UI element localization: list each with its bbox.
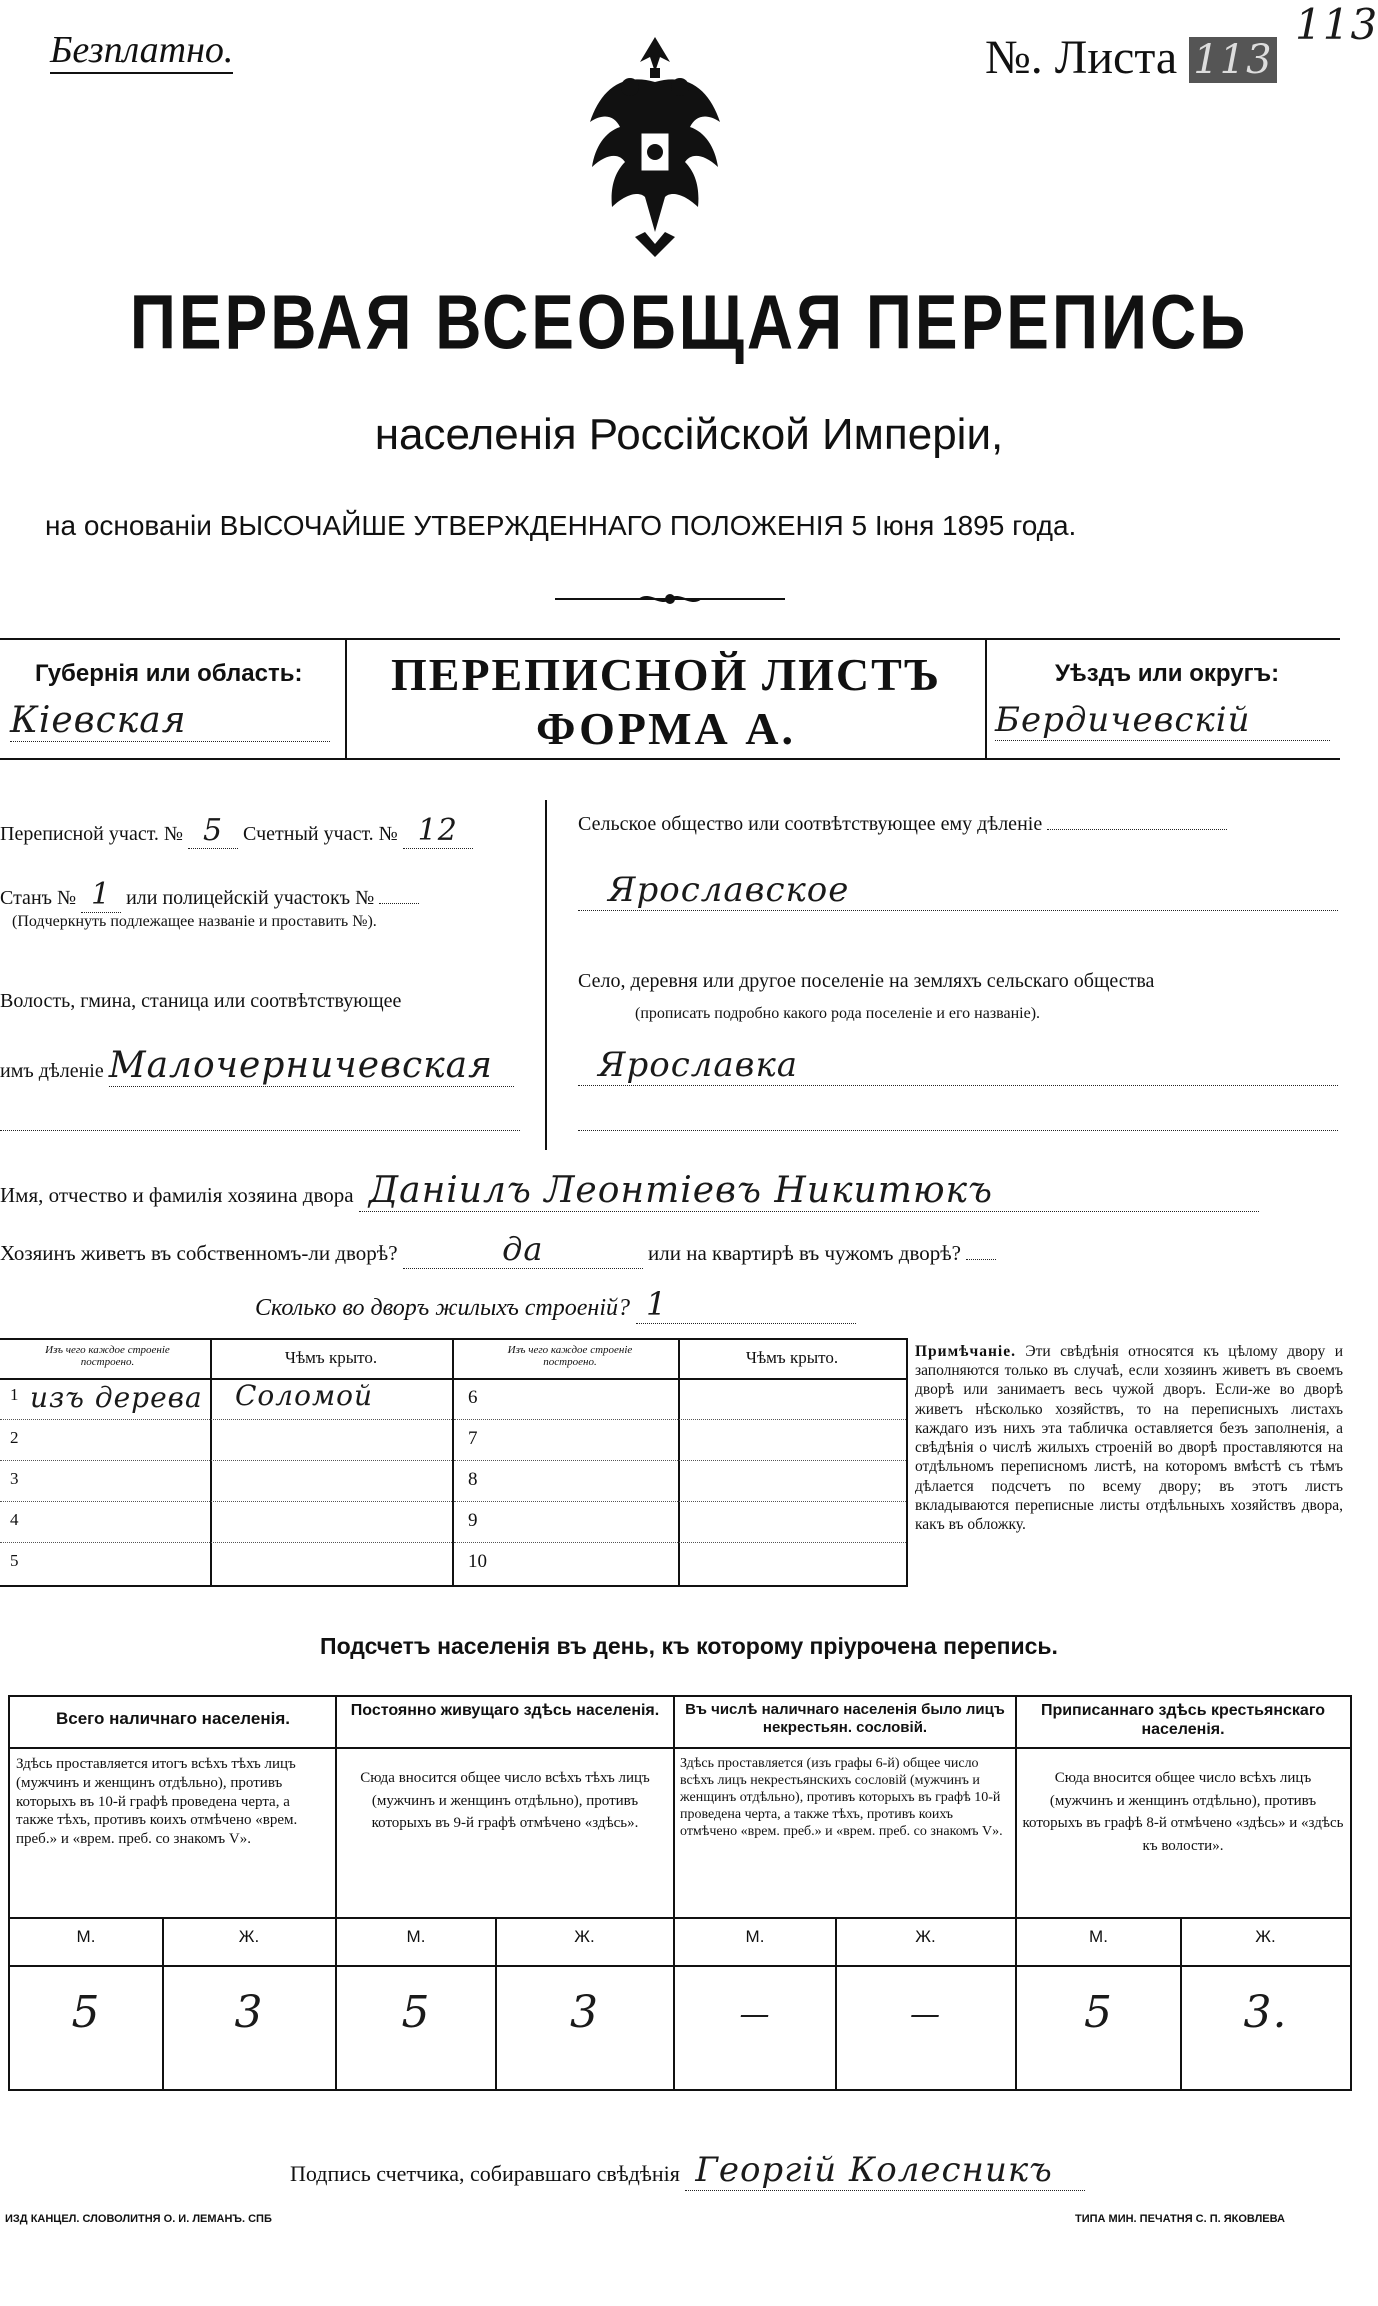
tally-title: Подсчетъ населенія въ день, къ которому пріурочена перепись. — [320, 1633, 1058, 1659]
row-number: 1 — [10, 1385, 19, 1404]
tally-m-label: М. — [745, 1927, 765, 1946]
volost-value: Малочерничевская — [109, 1045, 514, 1087]
buildings-right-rows — [454, 1379, 906, 1583]
tally-nonpeasant-m: — — [739, 1997, 771, 2032]
signature-label: Подпись счетчика, собиравшаго свѣдѣнія — [290, 2161, 680, 2186]
buildings-count-value: 1 — [636, 1285, 856, 1324]
tally-desc-permanent: Сюда вносится общее число всѣхъ тѣхъ лицъ (мужчинъ и женщинъ отдѣльно), противъ которыхъ въ 9-й графѣ отмѣчено «здѣсь». — [360, 1770, 650, 1831]
stan-label: Станъ № — [0, 887, 77, 909]
col-material-left: Изъ чего каждое строеніе построено. — [45, 1344, 170, 1368]
double-headed-eagle-emblem — [580, 32, 730, 262]
tally-head-registered: Приписаннаго здѣсь крестьянскаго населенія. — [1040, 1702, 1326, 1739]
tally-zh-label: Ж. — [1255, 1927, 1276, 1946]
tally-permanent-m: 5 — [401, 1987, 431, 2038]
police-label: или полицейскій участокъ № — [126, 887, 375, 909]
buildings-left-rows — [0, 1379, 452, 1583]
tally-zh-label: Ж. — [574, 1927, 595, 1946]
table-row — [0, 1502, 452, 1543]
tally-total-zh: 3 — [234, 1987, 264, 2038]
census-district-label: Переписной участ. № — [0, 823, 184, 845]
buildings-count-row — [255, 1285, 856, 1324]
row-number: 10 — [468, 1551, 487, 1572]
own-yard-label: Хозяинъ живетъ въ собственномъ-ли дворѣ? — [0, 1241, 398, 1265]
row-roof: Соломой — [235, 1379, 374, 1412]
village-label: Село, деревня или другое поселеніе на земляхъ сельскаго общества — [578, 970, 1155, 992]
free-label: Безплатно. — [50, 30, 233, 74]
tally-head-nonpeasant: Въ числѣ наличнаго населенія было лицъ некрестьян. сословій. — [685, 1701, 1005, 1736]
owner-name-value: Даніилъ Леонтіевъ Никитюкъ — [359, 1170, 1259, 1212]
col-roof-left: Чѣмъ крыто. — [284, 1348, 378, 1367]
census-title: ПЕРВАЯ ВСЕОБЩАЯ ПЕРЕПИСЬ — [129, 278, 1249, 366]
signature-value: Георгій Колесникъ — [685, 2150, 1085, 2191]
census-subtitle: населенія Россійской Имперіи, — [374, 410, 1004, 459]
volost-label-1: Волость, гмина, станица или соотвѣтствующее — [0, 990, 402, 1012]
rural-society-value: Ярославское — [578, 870, 1338, 911]
sheet-number — [985, 30, 1277, 85]
table-row — [0, 1461, 452, 1502]
buildings-count-label: Сколько во дворъ жилыхъ строеній? — [255, 1295, 630, 1321]
table-row — [0, 1379, 452, 1420]
volost-label-2: имъ дѣленіе — [0, 1060, 104, 1082]
table-row — [454, 1461, 906, 1502]
census-basis: на основаніи ВЫСОЧАЙШЕ УТВЕРЖДЕННАГО ПОЛОЖЕНІЯ 5 Іюня 1895 года. — [45, 510, 1077, 541]
tally-m-label: М. — [1089, 1927, 1108, 1946]
row-number: 5 — [10, 1551, 19, 1570]
printer-right: ТИПА МИН. ПЕЧАТНЯ С. П. ЯКОВЛЕВА — [1075, 2213, 1285, 2225]
census-district-value: 5 — [188, 813, 238, 849]
gubernia-label: Губернія или область: — [35, 660, 303, 687]
owner-name-label: Имя, отчество и фамилія хозяина двора — [0, 1183, 354, 1207]
census-district-row — [0, 813, 473, 849]
tally-registered-m: 5 — [1084, 1987, 1113, 2038]
stan-row — [0, 877, 419, 913]
signature-row — [290, 2150, 1085, 2191]
corner-number: 113 — [1295, 0, 1378, 49]
row-number: 2 — [10, 1428, 19, 1447]
police-value — [379, 903, 419, 904]
tally-zh-label: Ж. — [915, 1927, 936, 1946]
tally-registered-zh: 3. — [1243, 1987, 1288, 2038]
owner-name-row — [0, 1170, 1259, 1212]
table-row — [454, 1379, 906, 1420]
form-label: ФОРМА А. — [536, 703, 796, 754]
tally-desc-nonpeasant: Здѣсь проставляется (изъ графы 6-й) общее число всѣхъ лицъ некрестьянскихъ сословій (мужчинъ и женщинъ отдѣльно), противъ которыхъ въ графѣ 10-й проведена черта, а также тѣхъ, противъ коихъ отмѣчено «врем. преб.» и «врем. преб. со знакомъ V». — [680, 1756, 1003, 1840]
note-lead: Примѣчаніе. — [915, 1343, 1016, 1360]
note-block — [915, 1342, 1343, 1534]
rural-society-blank — [1047, 829, 1227, 830]
row-number: 7 — [468, 1428, 478, 1449]
village-note: (прописать подробно какого рода поселеніе и его названіе). — [635, 1005, 1041, 1022]
note-text: Эти свѣдѣнія относятся къ цѣлому двору и заполняются только въ случаѣ, если хозяинъ живетъ въ своемъ дворѣ или занимаетъ весь чужой дворъ. Если-же во дворѣ живетъ нѣсколько хозяйствъ, то на переписныхъ листахъ каждаго изъ нихъ эта табличка оставляется безъ заполненія, а свѣдѣнія о числѣ жилыхъ строеній во дворѣ проставляются на отдѣльномъ переписномъ листѣ, на которомъ вмѣстѣ съ тѣмъ дѣлается подсчетъ по всему двору; въ этотъ листъ вкладываются переписные листы отдѣльныхъ хозяйствъ двора, какъ въ обложку. — [915, 1343, 1344, 1533]
table-row — [0, 1420, 452, 1461]
table-row — [454, 1420, 906, 1461]
table-row — [0, 1543, 452, 1583]
rural-society-row — [578, 813, 1227, 836]
row-number: 9 — [468, 1510, 478, 1531]
stan-value: 1 — [81, 877, 121, 913]
buildings-table — [0, 1338, 908, 1587]
ornament-divider — [555, 592, 785, 606]
col-material-right: Изъ чего каждое строеніе построено. — [507, 1344, 633, 1368]
uezd-label: Уѣздъ или округъ: — [1055, 660, 1280, 687]
village-value: Ярославка — [578, 1045, 1338, 1086]
sheet-number-label: №. Листа — [985, 31, 1178, 84]
tally-m-label: М. — [406, 1927, 426, 1946]
rented-value — [966, 1259, 996, 1260]
tally-permanent-zh: 3 — [570, 1987, 599, 2038]
uezd-value: Бердичевскій — [995, 700, 1330, 741]
row-number: 6 — [468, 1387, 478, 1408]
tally-head-permanent: Постоянно живущаго здѣсь населенія. — [350, 1702, 660, 1719]
table-row — [454, 1502, 906, 1543]
tally-nonpeasant-zh: — — [910, 1997, 941, 2032]
own-yard-value: да — [403, 1230, 643, 1269]
underline-note: (Подчеркнуть подлежащее названіе и проставить №). — [12, 913, 377, 930]
rented-label: или на квартирѣ въ чужомъ дворѣ? — [648, 1241, 961, 1265]
row-number: 3 — [10, 1469, 19, 1488]
col-roof-right: Чѣмъ крыто. — [745, 1348, 839, 1367]
volost-row — [0, 1045, 514, 1087]
own-yard-row — [0, 1230, 996, 1269]
tally-table — [8, 1695, 1352, 2091]
counting-district-value: 12 — [403, 813, 473, 849]
gubernia-value: Кіевская — [10, 700, 330, 742]
row-number: 8 — [468, 1469, 478, 1490]
rural-society-label: Сельское общество или соотвѣтствующее ему дѣленіе — [578, 813, 1043, 835]
sheet-number-value: 113 — [1189, 37, 1276, 83]
row-material: изъ дерева — [30, 1381, 203, 1414]
tally-total-m: 5 — [71, 1987, 101, 2038]
printer-left: ИЗД КАНЦЕЛ. СЛОВОЛИТНЯ О. И. ЛЕМАНЪ. СПБ — [5, 2213, 272, 2225]
tally-desc-registered: Сюда вносится общее число всѣхъ лицъ (мужчинъ и женщинъ отдѣльно), противъ которыхъ въ графѣ 8-й отмѣчено «здѣсь» и «здѣсь къ волости». — [1022, 1770, 1344, 1854]
volost-blank-line — [0, 1130, 520, 1131]
counting-district-label: Счетный участ. № — [243, 823, 398, 845]
tally-head-total: Всего наличнаго населенія. — [56, 1709, 290, 1728]
tally-zh-label: Ж. — [238, 1927, 260, 1946]
tally-desc-total: Здѣсь проставляется итогъ всѣхъ тѣхъ лицъ (мужчинъ и женщинъ отдѣльно), противъ которыхъ въ 10-й графѣ проведена черта, а также тѣхъ, противъ коихъ отмѣчено «врем. преб.» и «врем. преб. со знакомъ V». — [16, 1756, 298, 1847]
table-row — [454, 1543, 906, 1583]
form-title: ПЕРЕПИСНОЙ ЛИСТЪ — [390, 649, 942, 700]
tally-m-label: М. — [76, 1927, 96, 1946]
row-number: 4 — [10, 1510, 19, 1529]
village-blank-line — [578, 1130, 1338, 1131]
